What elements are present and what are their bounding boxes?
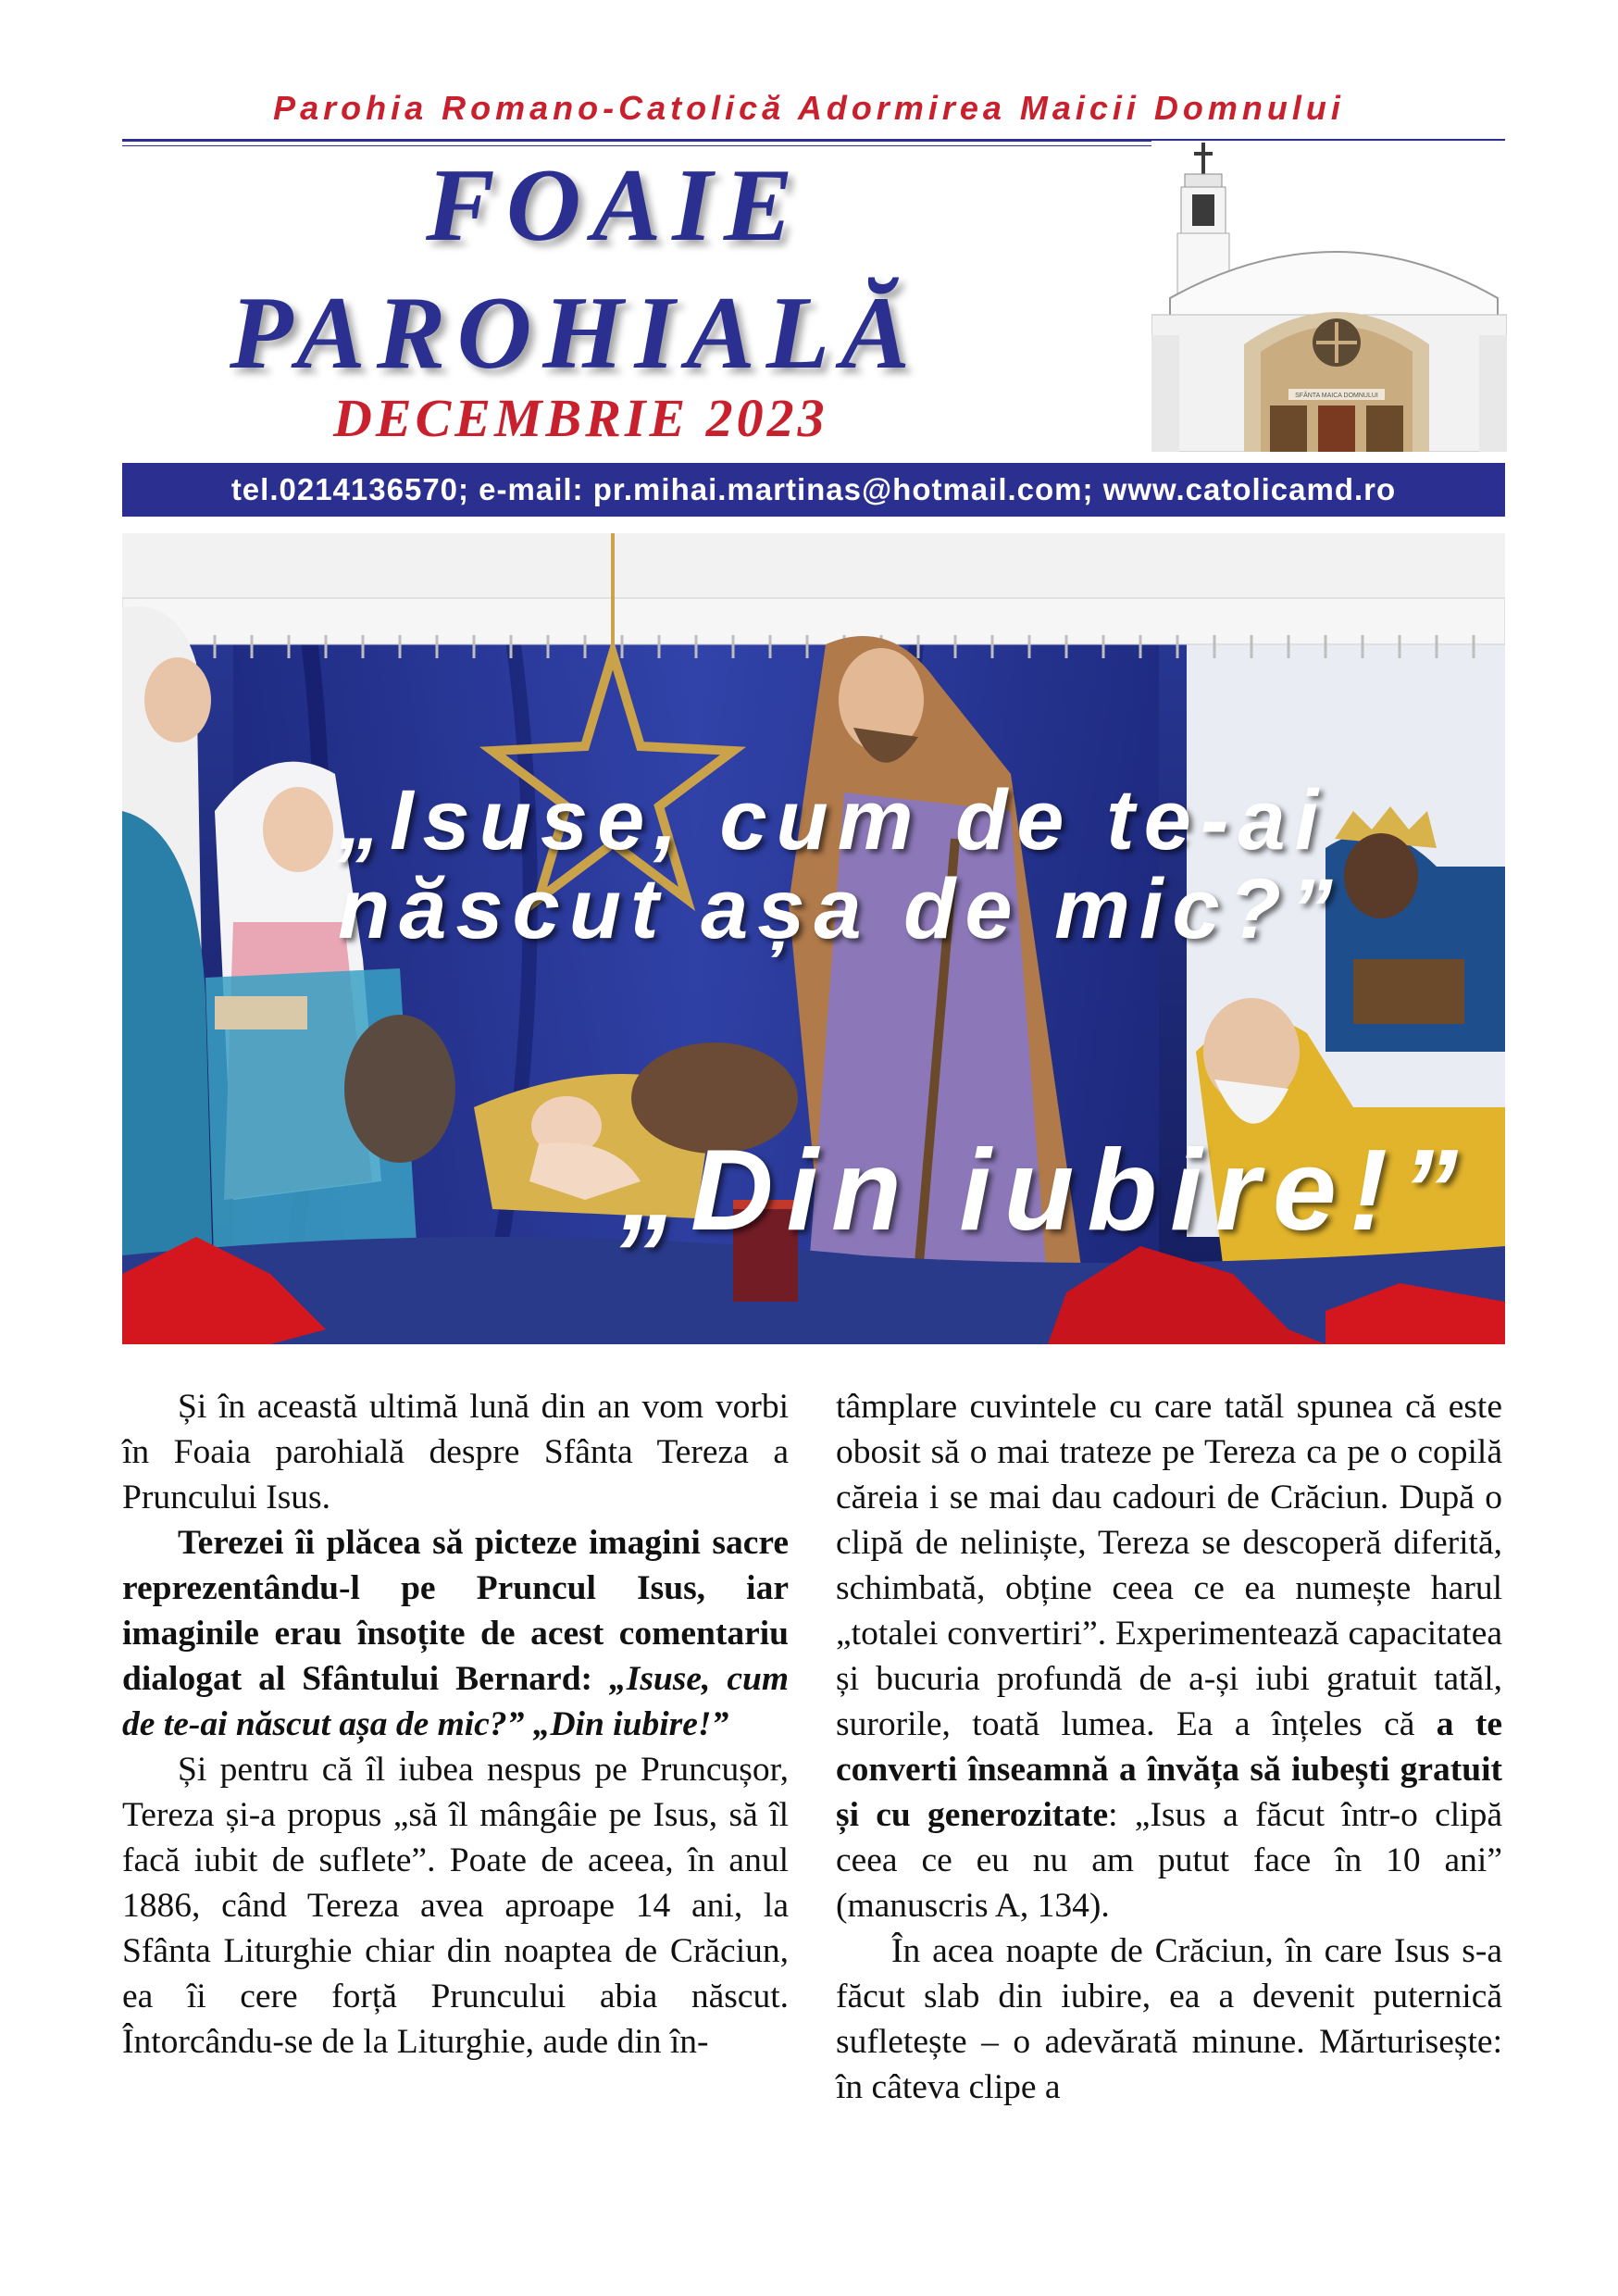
contact-bar: tel.0214136570; e-mail: pr.mihai.martinas@hotmail.com; www.catolicamd.ro <box>122 463 1505 517</box>
article-column-left <box>122 1384 789 2065</box>
article-paragraph: Și în această ultimă lună din an vom vorbi în Foaia parohială despre Sfânta Tereza a Pruncului Isus. <box>122 1388 789 1516</box>
banner-question-line1: „Isuse, cum de te-ai <box>338 773 1328 867</box>
banner-question-line2: născut așa de mic?” <box>338 862 1342 956</box>
parish-name: Parohia Romano-Catolică Adormirea Maicii Domnului <box>273 89 1345 127</box>
church-photo <box>1151 141 1507 452</box>
article-paragraph-bold <box>122 1520 789 1747</box>
article-paragraph-continued <box>836 1384 1502 1928</box>
title-parohiala: PAROHIALĂ <box>230 276 921 391</box>
bold-text: Terezei îi plăcea să picteze imagini sacre reprezentându-l pe Pruncul Isus, iar imaginile erau însoțite de acest comentariu dialogat al Sfântului Bernard: <box>122 1524 789 1698</box>
article-column-right <box>836 1384 1502 2110</box>
issue-date: DECEMBRIE 2023 <box>333 388 828 448</box>
banner-answer: „Din iubire!” <box>620 1127 1472 1254</box>
church-sign-text: SFÂNTA MAICA DOMNULUI <box>1295 393 1378 399</box>
article-paragraph: Și pentru că îl iubea nespus pe Pruncușor, Tereza și-a propus „să îl mângâie pe Isus, să îl facă iubit de suflete”. Poate de aceea, în anul 1886, când Tereza avea aproape 14 ani, la Sfânta Liturghie chiar din noaptea de Crăciun, ea îi cere forță Pruncului abia născut. Întorcându-se de la Liturghie, aude din în- <box>122 1751 789 2061</box>
bold-text: a te converti înseamnă a învăța să iubești gratuit și cu generozitate <box>836 1705 1502 1834</box>
continued-text: tâmplare cuvintele cu care tatăl spunea că este obosit să o mai trateze pe Tereza ca pe o copilă căreia i se mai dau cadouri de Crăciun. După o clipă de neliniște, Tereza se descoperă diferită, schimbată, obține ceea ce ea numește harul „totalei convertiri”. Experimentează capacitatea și bucuria profundă de a-și iubi gratuit tatăl, surorile, toată lumea. Ea a înțeles că <box>836 1388 1502 1743</box>
bernard-quote: „Isuse, cum de te-ai născut așa de mic?” „Din iubire!” <box>122 1660 789 1743</box>
title-foaie: FOAIE <box>426 148 804 263</box>
article-paragraph: În acea noapte de Crăciun, în care Isus s-a făcut slab din iubire, ea a devenit puternică sufletește – o adevărată minune. Mărturisește: în câteva clipe a <box>836 1932 1502 2106</box>
banner-question <box>338 773 1342 956</box>
manuscript-quote: : „Isus a făcut într-o clipă ceea ce eu nu am putut face în 10 ani” (manuscris A, 134). <box>836 1796 1502 1925</box>
